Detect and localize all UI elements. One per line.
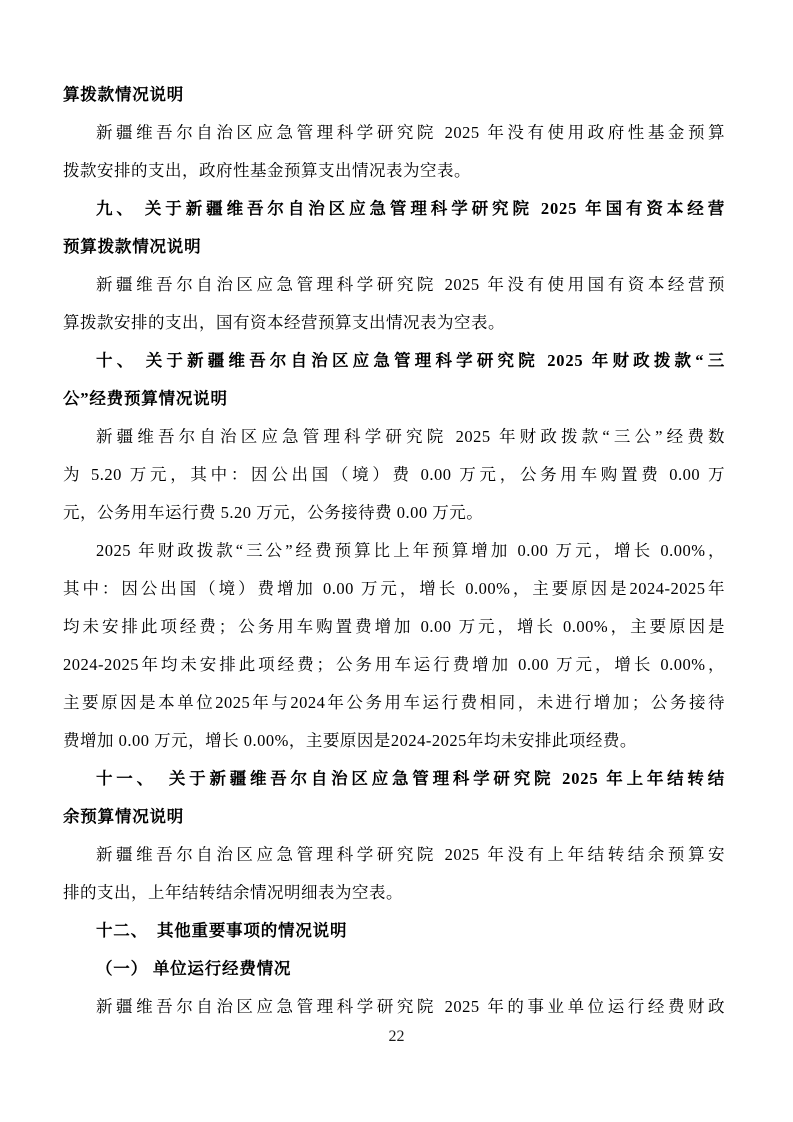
body-line: 新疆维吾尔自治区应急管理科学研究院 2025 年没有使用国有资本经营预 [96, 275, 725, 294]
body-line: 其中：因公出国（境）费增加 0.00 万元，增长 0.00%，主要原因是2024-2025年 [63, 579, 725, 598]
heading-line: 算拨款情况说明 [63, 85, 185, 104]
heading-line: 十一、 关于新疆维吾尔自治区应急管理科学研究院 2025 年上年结转结 [96, 769, 725, 788]
body-line: 排的支出，上年结转结余情况明细表为空表。 [63, 883, 403, 902]
body-line: 元，公务用车运行费 5.20 万元，公务接待费 0.00 万元。 [63, 503, 484, 522]
body-line: 算拨款安排的支出，国有资本经营预算支出情况表为空表。 [63, 313, 505, 332]
heading-line: 预算拨款情况说明 [63, 237, 202, 256]
body-line: 新疆维吾尔自治区应急管理科学研究院 2025 年没有使用政府性基金预算 [96, 123, 725, 142]
body-line: 均未安排此项经费；公务用车购置费增加 0.00 万元，增长 0.00%，主要原因是 [63, 617, 725, 636]
heading-line: 九、 关于新疆维吾尔自治区应急管理科学研究院 2025 年国有资本经营 [96, 199, 725, 218]
body-line: 拨款安排的支出，政府性基金预算支出情况表为空表。 [63, 161, 471, 180]
heading-line: 十、 关于新疆维吾尔自治区应急管理科学研究院 2025 年财政拨款“三 [96, 351, 725, 370]
heading-line: 十二、 其他重要事项的情况说明 [96, 921, 348, 940]
heading-line: 余预算情况说明 [63, 807, 185, 826]
body-line: 新疆维吾尔自治区应急管理科学研究院 2025 年财政拨款“三公”经费数 [96, 427, 725, 446]
body-line: 主要原因是本单位2025年与2024年公务用车运行费相同，未进行增加；公务接待 [63, 693, 725, 712]
heading-line: （一） 单位运行经费情况 [96, 959, 292, 978]
body-line: 为 5.20 万元，其中：因公出国（境）费 0.00 万元，公务用车购置费 0.00 万 [63, 465, 725, 484]
heading-line: 公”经费预算情况说明 [63, 389, 228, 408]
body-line: 新疆维吾尔自治区应急管理科学研究院 2025 年没有上年结转结余预算安 [96, 845, 725, 864]
page-number: 22 [388, 1028, 405, 1045]
body-line: 费增加 0.00 万元，增长 0.00%，主要原因是2024-2025年均未安排此项经费。 [63, 731, 637, 750]
body-line: 新疆维吾尔自治区应急管理科学研究院 2025 年的事业单位运行经费财政 [96, 997, 725, 1016]
body-line: 2025 年财政拨款“三公”经费预算比上年预算增加 0.00 万元，增长 0.00%， [96, 541, 725, 560]
body-line: 2024-2025年均未安排此项经费；公务用车运行费增加 0.00 万元，增长 0.00%， [63, 655, 725, 674]
document-content [63, 76, 725, 1026]
